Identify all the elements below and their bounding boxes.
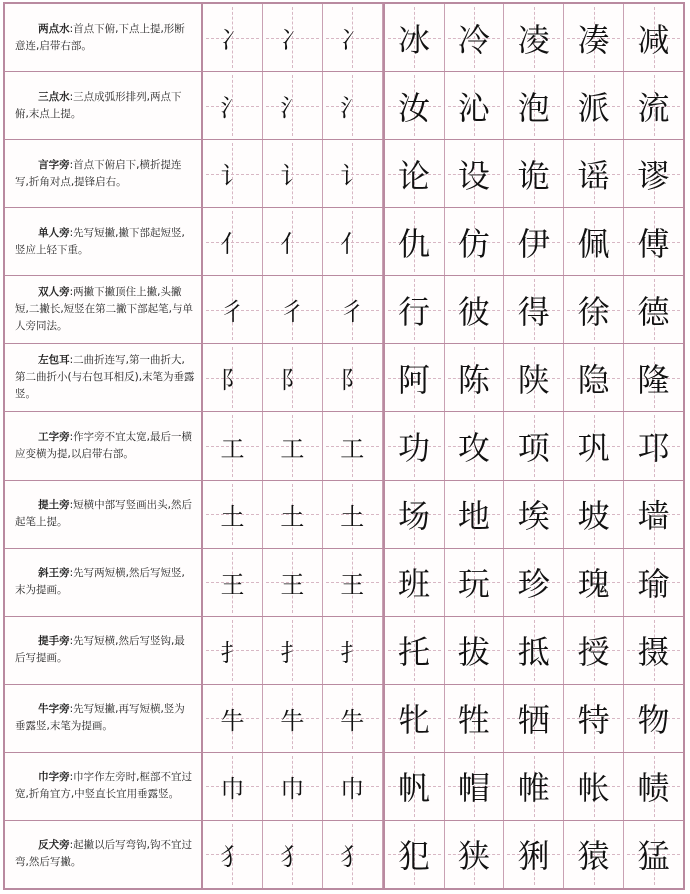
example-char: 谬 (637, 156, 670, 195)
practice-grid (203, 344, 683, 411)
example-char-cell (385, 821, 445, 888)
radical-name: 牛字旁 (38, 703, 70, 716)
radical-row (5, 72, 683, 140)
example-char: 坡 (577, 497, 610, 536)
radical-rule: :二曲折连写,第一曲折大,第二曲折小(与右包耳相反),末笔为垂露竖。 (15, 354, 195, 401)
radical-glyph: 讠 (340, 162, 365, 191)
radical-practice-cell (323, 481, 383, 548)
radical-glyph: 讠 (280, 162, 305, 191)
example-char-cell (504, 276, 564, 343)
radical-practice-cell (263, 276, 323, 343)
radical-practice-cell (323, 344, 383, 411)
example-char-cell (564, 344, 624, 411)
practice-grid (203, 4, 683, 71)
example-char: 减 (637, 20, 670, 59)
example-char-cell (564, 481, 624, 548)
example-char-cell (504, 821, 564, 888)
radical-glyph: 亻 (280, 230, 305, 259)
radical-practice-cell (203, 140, 263, 207)
example-char-cell (564, 276, 624, 343)
example-char: 得 (517, 292, 550, 331)
example-char-cell (504, 344, 564, 411)
radical-row (5, 344, 683, 412)
example-char: 行 (398, 292, 431, 331)
example-char: 谣 (577, 156, 610, 195)
example-char-cell (564, 617, 624, 684)
radical-row (5, 140, 683, 208)
radical-glyph: 冫 (280, 26, 305, 55)
radical-row (5, 4, 683, 72)
example-char: 帻 (637, 769, 670, 808)
radical-rule: :首点下俯,下点上提,形断意连,启带右部。 (15, 22, 185, 52)
radical-description (5, 617, 203, 684)
radical-glyph: 氵 (340, 94, 365, 123)
radical-name: 反犬旁 (38, 839, 70, 852)
example-char: 阿 (398, 360, 431, 399)
radical-glyph: 冫 (220, 26, 245, 55)
radical-row (5, 481, 683, 549)
radical-practice-cell (263, 481, 323, 548)
example-char-cell (385, 140, 445, 207)
radical-name: 言字旁 (38, 158, 70, 171)
practice-grid (203, 72, 683, 139)
example-char-cell (504, 549, 564, 616)
radical-glyph: 彳 (280, 298, 305, 327)
radical-glyph: 土 (340, 502, 365, 531)
radical-name: 双人旁 (38, 286, 70, 299)
example-char-cell (564, 4, 624, 71)
radical-rule: :巾字作左旁时,框部不宜过宽,折角宜方,中竖直长宜用垂露竖。 (15, 771, 192, 801)
example-char: 陕 (517, 360, 550, 399)
radical-practice-cell (203, 549, 263, 616)
example-char: 抵 (517, 633, 550, 672)
practice-grid (203, 821, 683, 888)
radical-glyph: 牛 (220, 706, 245, 735)
example-char: 隐 (577, 360, 610, 399)
radical-name: 提手旁 (38, 635, 70, 648)
example-char-cell (445, 821, 505, 888)
radical-name: 左包耳 (38, 354, 70, 367)
radical-glyph: 氵 (220, 94, 245, 123)
radical-practice-cell (203, 821, 263, 888)
example-char-cell (504, 72, 564, 139)
example-char: 玩 (457, 565, 490, 604)
radical-rule: :先写短横,然后写竖钩,最后写提画。 (15, 635, 185, 665)
radical-glyph: 讠 (220, 162, 245, 191)
radical-practice-cell (263, 344, 323, 411)
radical-practice-cell (203, 753, 263, 820)
radical-row (5, 208, 683, 276)
radical-practice-cell (263, 4, 323, 71)
radical-description (5, 344, 203, 411)
example-char: 帆 (398, 769, 431, 808)
example-char-cell (564, 685, 624, 752)
radical-description (5, 481, 203, 548)
radical-practice-cell (263, 753, 323, 820)
example-char-cell (445, 276, 505, 343)
example-char: 猁 (517, 837, 550, 876)
example-char: 流 (637, 88, 670, 127)
example-char: 佩 (577, 224, 610, 263)
example-char: 摄 (637, 633, 670, 672)
radical-practice-cell (263, 412, 323, 479)
example-char-cell (445, 72, 505, 139)
example-char: 牺 (517, 701, 550, 740)
example-char-cell (504, 685, 564, 752)
example-char-cell (445, 412, 505, 479)
example-char: 物 (637, 701, 670, 740)
radical-practice-cell (203, 72, 263, 139)
radical-description (5, 276, 203, 343)
example-char: 瑜 (637, 565, 670, 604)
radical-row (5, 276, 683, 344)
example-char: 授 (577, 633, 610, 672)
example-char: 牝 (398, 701, 431, 740)
example-char-cell (445, 4, 505, 71)
radical-glyph: 亻 (220, 230, 245, 259)
radical-practice-cell (263, 140, 323, 207)
radical-glyph: 工 (340, 434, 365, 463)
radical-name: 两点水 (38, 22, 70, 35)
radical-practice-cell (323, 821, 383, 888)
example-char-cell (385, 276, 445, 343)
radical-glyph: 亻 (340, 230, 365, 259)
example-char: 帐 (577, 769, 610, 808)
example-char-cell (385, 685, 445, 752)
example-char: 冷 (457, 20, 490, 59)
radical-rule: :两撇下撇顶住上撇,头撇短,二撇长,短竖在第二撇下部起笔,与单人旁同法。 (15, 286, 194, 333)
example-char-cell (445, 140, 505, 207)
radical-practice-cell (263, 685, 323, 752)
example-char: 场 (398, 497, 431, 536)
radical-glyph: 扌 (340, 638, 365, 667)
radical-name: 斜王旁 (38, 567, 70, 580)
example-char-cell (504, 140, 564, 207)
radical-practice-cell (323, 276, 383, 343)
example-char: 犯 (398, 837, 431, 876)
radical-glyph: 扌 (220, 638, 245, 667)
example-char: 陈 (457, 360, 490, 399)
example-char-cell (624, 753, 683, 820)
example-char: 沁 (457, 88, 490, 127)
example-char: 凑 (577, 20, 610, 59)
example-char-cell (624, 140, 683, 207)
radical-row (5, 549, 683, 617)
example-char-cell (445, 617, 505, 684)
radical-glyph: 牛 (340, 706, 365, 735)
example-char: 仿 (457, 224, 490, 263)
example-char-cell (624, 412, 683, 479)
radical-name: 三点水 (38, 90, 70, 103)
example-char: 泡 (517, 88, 550, 127)
practice-grid (203, 208, 683, 275)
radical-rule: :作字旁不宜太宽,最后一横应变横为提,以启带右部。 (15, 431, 192, 460)
radical-practice-cell (323, 549, 383, 616)
example-char-cell (564, 140, 624, 207)
radical-practice-cell (263, 617, 323, 684)
practice-grid (203, 140, 683, 207)
radical-glyph: 王 (220, 570, 245, 599)
example-char-cell (624, 481, 683, 548)
example-char-cell (504, 4, 564, 71)
example-char: 项 (517, 429, 550, 467)
example-char: 攻 (457, 429, 490, 467)
example-char-cell (564, 412, 624, 479)
radical-row (5, 617, 683, 685)
example-char: 功 (398, 429, 431, 467)
example-char: 伊 (517, 224, 550, 263)
example-char-cell (385, 412, 445, 479)
radical-practice-cell (263, 208, 323, 275)
radical-practice-cell (203, 412, 263, 479)
radical-description (5, 685, 203, 752)
example-char-cell (504, 481, 564, 548)
radical-practice-cell (323, 412, 383, 479)
example-char-cell (445, 208, 505, 275)
radical-glyph: 阝 (220, 366, 245, 395)
example-char: 特 (577, 701, 610, 740)
radical-practice-cell (203, 4, 263, 71)
example-char-cell (624, 208, 683, 275)
example-char: 托 (398, 633, 431, 672)
example-char-cell (445, 549, 505, 616)
example-char-cell (624, 685, 683, 752)
example-char: 彼 (457, 292, 490, 331)
radical-rule: :先写短撇,撇下部起短竖,竖应上轻下重。 (15, 226, 185, 256)
example-char-cell (624, 549, 683, 616)
radical-glyph: 巾 (280, 774, 305, 803)
example-char: 帽 (457, 769, 490, 808)
radical-glyph: 扌 (280, 638, 305, 667)
example-char: 班 (398, 565, 431, 604)
practice-grid (203, 685, 683, 752)
example-char-cell (385, 753, 445, 820)
radical-practice-cell (203, 276, 263, 343)
radical-practice-cell (323, 685, 383, 752)
example-char: 墙 (637, 497, 670, 536)
example-char: 拔 (457, 633, 490, 672)
radical-rule: :短横中部写竖画出头,然后起笔上提。 (15, 499, 192, 529)
example-char: 论 (398, 156, 431, 195)
radical-description (5, 549, 203, 616)
radical-practice-cell (203, 481, 263, 548)
example-char-cell (564, 208, 624, 275)
example-char-cell (445, 753, 505, 820)
radical-name: 提土旁 (38, 499, 70, 512)
radical-glyph: 彳 (220, 298, 245, 327)
example-char-cell (385, 344, 445, 411)
radical-practice-cell (323, 753, 383, 820)
example-char: 汝 (398, 88, 431, 127)
radical-row (5, 753, 683, 821)
example-char-cell (504, 208, 564, 275)
radical-description (5, 412, 203, 479)
radical-glyph: 王 (340, 570, 365, 599)
radical-glyph: 巾 (340, 774, 365, 803)
radical-glyph: 牛 (280, 706, 305, 735)
example-char-cell (385, 208, 445, 275)
radical-row (5, 821, 683, 888)
example-char: 狭 (457, 837, 490, 876)
example-char-cell (624, 276, 683, 343)
example-char-cell (445, 481, 505, 548)
radical-glyph: 氵 (280, 94, 305, 123)
radical-practice-cell (203, 617, 263, 684)
radical-practice-cell (203, 685, 263, 752)
example-char-cell (504, 617, 564, 684)
example-char-cell (385, 4, 445, 71)
radical-rule: :首点下俯启下,横折提连写,折角对点,提锋启右。 (15, 158, 182, 188)
radical-row (5, 685, 683, 753)
radical-practice-cell (323, 617, 383, 684)
practice-grid (203, 753, 683, 820)
example-char: 派 (577, 88, 610, 127)
practice-grid (203, 549, 683, 616)
example-char: 凌 (517, 20, 550, 59)
radical-glyph: 巾 (220, 774, 245, 803)
radical-practice-cell (323, 4, 383, 71)
example-char-cell (624, 4, 683, 71)
radical-glyph: 土 (280, 502, 305, 531)
practice-grid (203, 481, 683, 548)
example-char-cell (564, 821, 624, 888)
radical-glyph: 犭 (280, 842, 305, 871)
example-char: 邛 (637, 429, 670, 467)
example-char: 牲 (457, 701, 490, 740)
radical-practice-cell (323, 140, 383, 207)
example-char: 隆 (637, 360, 670, 399)
radical-description (5, 821, 203, 888)
practice-grid (203, 276, 683, 343)
radical-description (5, 4, 203, 71)
practice-grid (203, 412, 683, 479)
radical-rule: :先写短撇,再写短横,竖为垂露竖,末笔为提画。 (15, 703, 185, 733)
example-char-cell (564, 72, 624, 139)
example-char: 冰 (398, 20, 431, 59)
radical-glyph: 工 (280, 434, 305, 463)
radical-practice-cell (323, 208, 383, 275)
example-char-cell (385, 72, 445, 139)
copybook-sheet (3, 2, 685, 890)
example-char-cell (624, 344, 683, 411)
example-char-cell (445, 344, 505, 411)
example-char: 猛 (637, 837, 670, 876)
radical-name: 工字旁 (38, 431, 70, 443)
example-char-cell (504, 412, 564, 479)
radical-row (5, 412, 683, 480)
example-char: 诡 (517, 156, 550, 195)
radical-glyph: 土 (220, 502, 245, 531)
example-char-cell (385, 481, 445, 548)
practice-grid (203, 617, 683, 684)
example-char: 德 (637, 292, 670, 331)
example-char-cell (385, 549, 445, 616)
example-char-cell (385, 617, 445, 684)
example-char: 地 (457, 497, 490, 536)
radical-description (5, 208, 203, 275)
example-char: 设 (457, 156, 490, 195)
radical-glyph: 工 (220, 434, 245, 463)
radical-name: 巾字旁 (38, 771, 70, 784)
radical-practice-cell (263, 549, 323, 616)
radical-name: 单人旁 (38, 226, 70, 239)
radical-glyph: 阝 (280, 366, 305, 395)
radical-glyph: 冫 (340, 26, 365, 55)
radical-practice-cell (263, 72, 323, 139)
radical-glyph: 犭 (340, 842, 365, 871)
example-char: 埃 (517, 497, 550, 536)
example-char: 猿 (577, 837, 610, 876)
example-char-cell (564, 753, 624, 820)
example-char-cell (624, 821, 683, 888)
example-char-cell (624, 617, 683, 684)
example-char-cell (624, 72, 683, 139)
radical-glyph: 阝 (340, 366, 365, 395)
example-char: 傅 (637, 224, 670, 263)
example-char-cell (564, 549, 624, 616)
example-char-cell (445, 685, 505, 752)
radical-description (5, 140, 203, 207)
radical-glyph: 王 (280, 570, 305, 599)
example-char: 帷 (517, 769, 550, 808)
radical-rule: :先写两短横,然后写短竖,末为提画。 (15, 567, 185, 597)
radical-rule: :三点成弧形排列,两点下俯,末点上提。 (15, 90, 182, 120)
radical-description (5, 753, 203, 820)
example-char: 巩 (577, 429, 610, 467)
example-char: 珍 (517, 565, 550, 604)
radical-glyph: 彳 (340, 298, 365, 327)
radical-description (5, 72, 203, 139)
radical-rule: :起撇以后写弯钩,钩不宜过弯,然后写撇。 (15, 839, 192, 869)
example-char: 徐 (577, 292, 610, 331)
radical-practice-cell (323, 72, 383, 139)
radical-practice-cell (203, 344, 263, 411)
example-char: 仇 (398, 224, 431, 263)
example-char: 瑰 (577, 565, 610, 604)
radical-practice-cell (203, 208, 263, 275)
radical-practice-cell (263, 821, 323, 888)
radical-glyph: 犭 (220, 842, 245, 871)
example-char-cell (504, 753, 564, 820)
